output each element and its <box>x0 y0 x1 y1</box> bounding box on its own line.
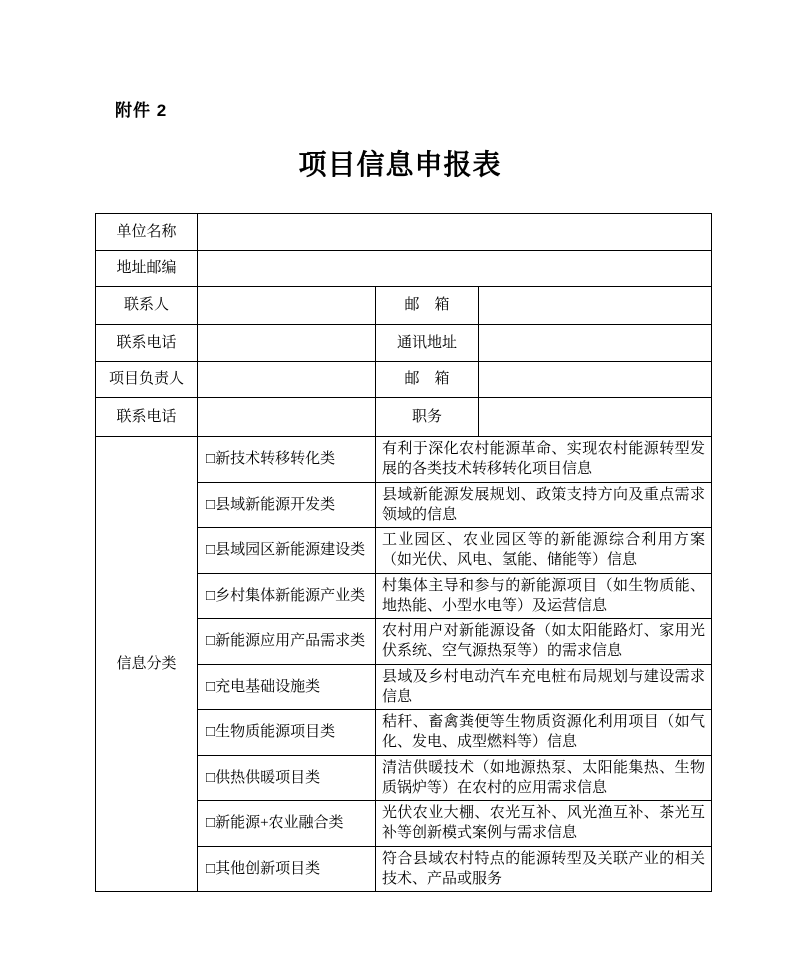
classification-header: 信息分类 <box>96 437 198 892</box>
position-input[interactable] <box>479 398 712 437</box>
leader-phone-label: 联系电话 <box>96 398 198 437</box>
email-label: 邮 箱 <box>376 287 479 325</box>
contact-phone-input[interactable] <box>198 325 376 362</box>
checkbox-icon[interactable]: □ <box>206 496 216 513</box>
table-row <box>96 398 712 437</box>
category-label: 供热供暖项目类 <box>215 769 321 786</box>
category-option-energy-agriculture-fusion[interactable] <box>198 801 376 847</box>
attachment-label: 附件 2 <box>115 101 168 120</box>
project-leader-input[interactable] <box>198 362 376 398</box>
category-description: 村集体主导和参与的新能源项目（如生物质能、地热能、小型水电等）及运营信息 <box>376 573 712 619</box>
category-label: 县域园区新能源建设类 <box>215 542 366 559</box>
project-leader-label: 项目负责人 <box>96 362 198 398</box>
category-label: 生物质能源项目类 <box>215 724 336 741</box>
category-option-county-park-construction[interactable] <box>198 528 376 574</box>
checkbox-icon[interactable]: □ <box>206 542 216 559</box>
category-option-heating-project[interactable] <box>198 755 376 801</box>
category-description: 农村用户对新能源设备（如太阳能路灯、家用光伏系统、空气源热泵等）的需求信息 <box>376 619 712 665</box>
category-label: 新技术转移转化类 <box>215 451 336 468</box>
checkbox-icon[interactable]: □ <box>206 587 216 604</box>
address-zip-label: 地址邮编 <box>96 251 198 287</box>
table-row <box>96 251 712 287</box>
project-info-form-table <box>95 213 712 892</box>
checkbox-icon[interactable]: □ <box>206 678 216 695</box>
category-label: 充电基础设施类 <box>215 678 321 695</box>
category-description: 光伏农业大棚、农光互补、风光渔互补、茶光互补等创新模式案例与需求信息 <box>376 801 712 847</box>
table-row <box>96 362 712 398</box>
table-row <box>96 437 712 483</box>
category-description: 工业园区、农业园区等的新能源综合利用方案（如光伏、风电、氢能、储能等）信息 <box>376 528 712 574</box>
table-row <box>96 214 712 251</box>
leader-phone-input[interactable] <box>198 398 376 437</box>
category-label: 乡村集体新能源产业类 <box>215 587 366 604</box>
category-description: 县域及乡村电动汽车充电桩布局规划与建设需求信息 <box>376 664 712 710</box>
leader-email-label: 邮 箱 <box>376 362 479 398</box>
category-label: 县域新能源开发类 <box>215 496 336 513</box>
table-row <box>96 325 712 362</box>
category-description: 县域新能源发展规划、政策支持方向及重点需求领域的信息 <box>376 482 712 528</box>
category-description: 清洁供暖技术（如地源热泵、太阳能集热、生物质锅炉等）在农村的应用需求信息 <box>376 755 712 801</box>
email-input[interactable] <box>479 287 712 325</box>
category-label: 新能源+农业融合类 <box>215 815 344 832</box>
category-option-other-innovation[interactable] <box>198 846 376 892</box>
table-row <box>96 287 712 325</box>
category-option-biomass-project[interactable] <box>198 710 376 756</box>
contact-person-input[interactable] <box>198 287 376 325</box>
unit-name-label: 单位名称 <box>96 214 198 251</box>
mailing-address-input[interactable] <box>479 325 712 362</box>
checkbox-icon[interactable]: □ <box>206 815 216 832</box>
category-option-product-demand[interactable] <box>198 619 376 665</box>
category-option-village-collective-industry[interactable] <box>198 573 376 619</box>
category-label: 新能源应用产品需求类 <box>215 633 366 650</box>
checkbox-icon[interactable]: □ <box>206 724 216 741</box>
contact-person-label: 联系人 <box>96 287 198 325</box>
category-description: 有利于深化农村能源革命、实现农村能源转型发展的各类技术转移转化项目信息 <box>376 437 712 483</box>
category-option-county-newenergy-dev[interactable] <box>198 482 376 528</box>
contact-phone-label: 联系电话 <box>96 325 198 362</box>
category-description: 符合县域农村特点的能源转型及关联产业的相关技术、产品或服务 <box>376 846 712 892</box>
checkbox-icon[interactable]: □ <box>206 769 216 786</box>
mailing-address-label: 通讯地址 <box>376 325 479 362</box>
position-label: 职务 <box>376 398 479 437</box>
address-zip-input[interactable] <box>198 251 712 287</box>
checkbox-icon[interactable]: □ <box>206 633 216 650</box>
checkbox-icon[interactable]: □ <box>206 860 216 877</box>
category-description: 秸秆、畜禽粪便等生物质资源化利用项目（如气化、发电、成型燃料等）信息 <box>376 710 712 756</box>
page-title: 项目信息申报表 <box>298 149 502 180</box>
category-option-charging-infrastructure[interactable] <box>198 664 376 710</box>
unit-name-input[interactable] <box>198 214 712 251</box>
category-option-tech-transfer[interactable] <box>198 437 376 483</box>
checkbox-icon[interactable]: □ <box>206 451 216 468</box>
leader-email-input[interactable] <box>479 362 712 398</box>
category-label: 其他创新项目类 <box>215 860 321 877</box>
